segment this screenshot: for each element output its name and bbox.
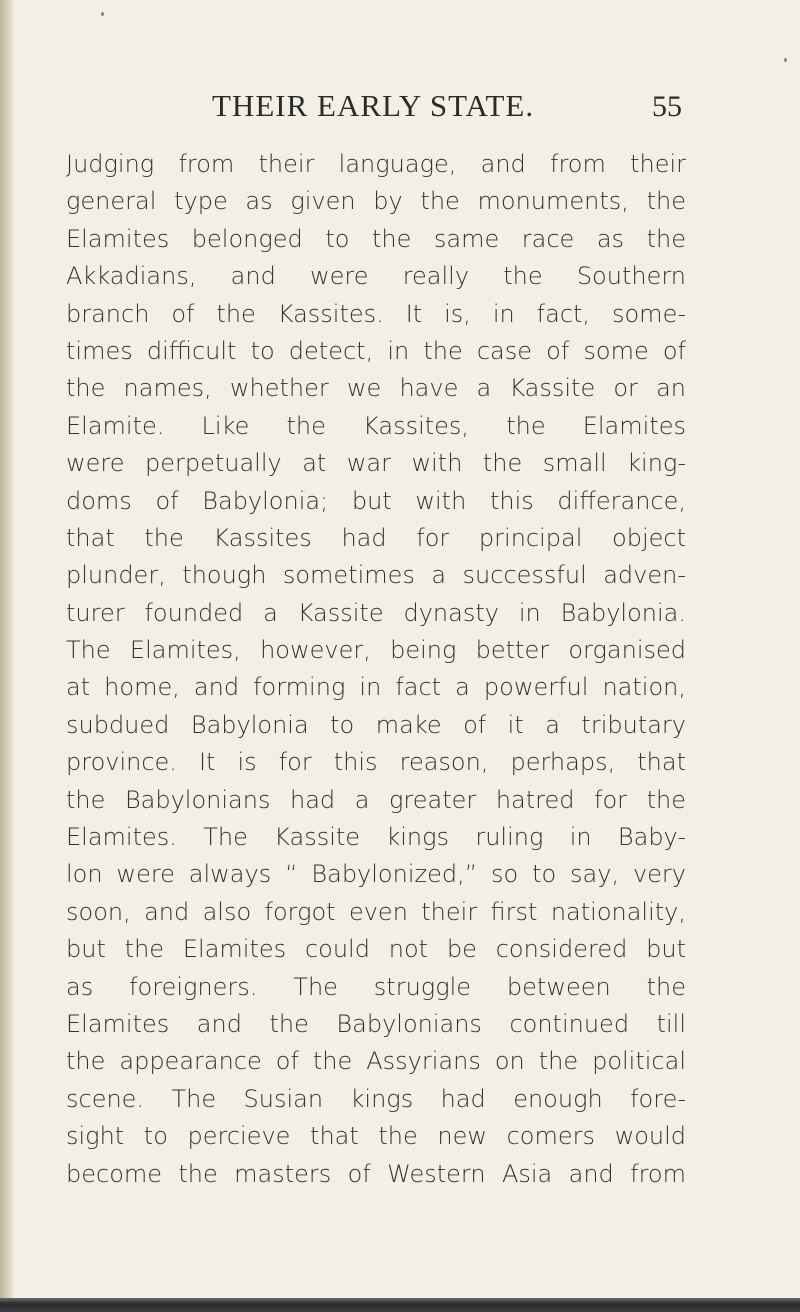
text-line: Judging from their language, and from their [66, 150, 686, 178]
text-line: doms of Babylonia; but with this differance, [66, 486, 686, 515]
text-line: at home, and forming in fact a powerful nation, [66, 673, 686, 702]
paper-speck [784, 58, 787, 62]
body-paragraph [66, 146, 686, 1193]
text-line: branch of the Kassites. It is, in fact, some- [66, 299, 686, 328]
paper-speck [101, 12, 104, 16]
text-line: province. It is for this reason, perhaps, that [66, 748, 686, 777]
text-line: general type as given by the monuments, the [66, 187, 686, 216]
text-line: were perpetually at war with the small king- [66, 449, 686, 478]
text-line: times difficult to detect, in the case of some of [66, 336, 686, 365]
text-line: become the masters of Western Asia and from [66, 1159, 686, 1188]
text-line: but the Elamites could not be considered but [66, 935, 686, 964]
text-line: the appearance of the Assyrians on the political [66, 1047, 686, 1076]
page-number: 55 [652, 90, 682, 123]
text-line: Elamites. The Kassite kings ruling in Baby- [66, 823, 686, 852]
text-line: that the Kassites had for principal object [66, 523, 686, 552]
text-line: Akkadians, and were really the Southern [66, 262, 686, 291]
text-line: The Elamites, however, being better organised [66, 636, 686, 665]
text-line: scene. The Susian kings had enough fore- [66, 1084, 686, 1113]
text-line: as foreigners. The struggle between the [66, 972, 686, 1001]
running-title: THEIR EARLY STATE. [212, 88, 535, 123]
running-header [0, 88, 800, 128]
page-gutter-shadow [0, 0, 14, 1312]
text-line: subdued Babylonia to make of it a tributary [66, 710, 686, 739]
text-line: turer founded a Kassite dynasty in Babylonia. [66, 598, 686, 627]
text-line: lon were always “ Babylonized,” so to say, very [66, 860, 686, 889]
text-line: Elamites and the Babylonians continued till [66, 1009, 686, 1038]
text-line: sight to percieve that the new comers would [66, 1122, 686, 1151]
text-line: Elamite. Like the Kassites, the Elamites [66, 411, 686, 440]
page-bottom-edge [0, 1298, 800, 1312]
text-line: soon, and also forgot even their first nationality, [66, 897, 686, 926]
text-line: the Babylonians had a greater hatred for the [66, 785, 686, 814]
text-line: Elamites belonged to the same race as the [66, 224, 686, 253]
text-line: plunder, though sometimes a successful adven- [66, 561, 686, 590]
text-line: the names, whether we have a Kassite or an [66, 374, 686, 403]
